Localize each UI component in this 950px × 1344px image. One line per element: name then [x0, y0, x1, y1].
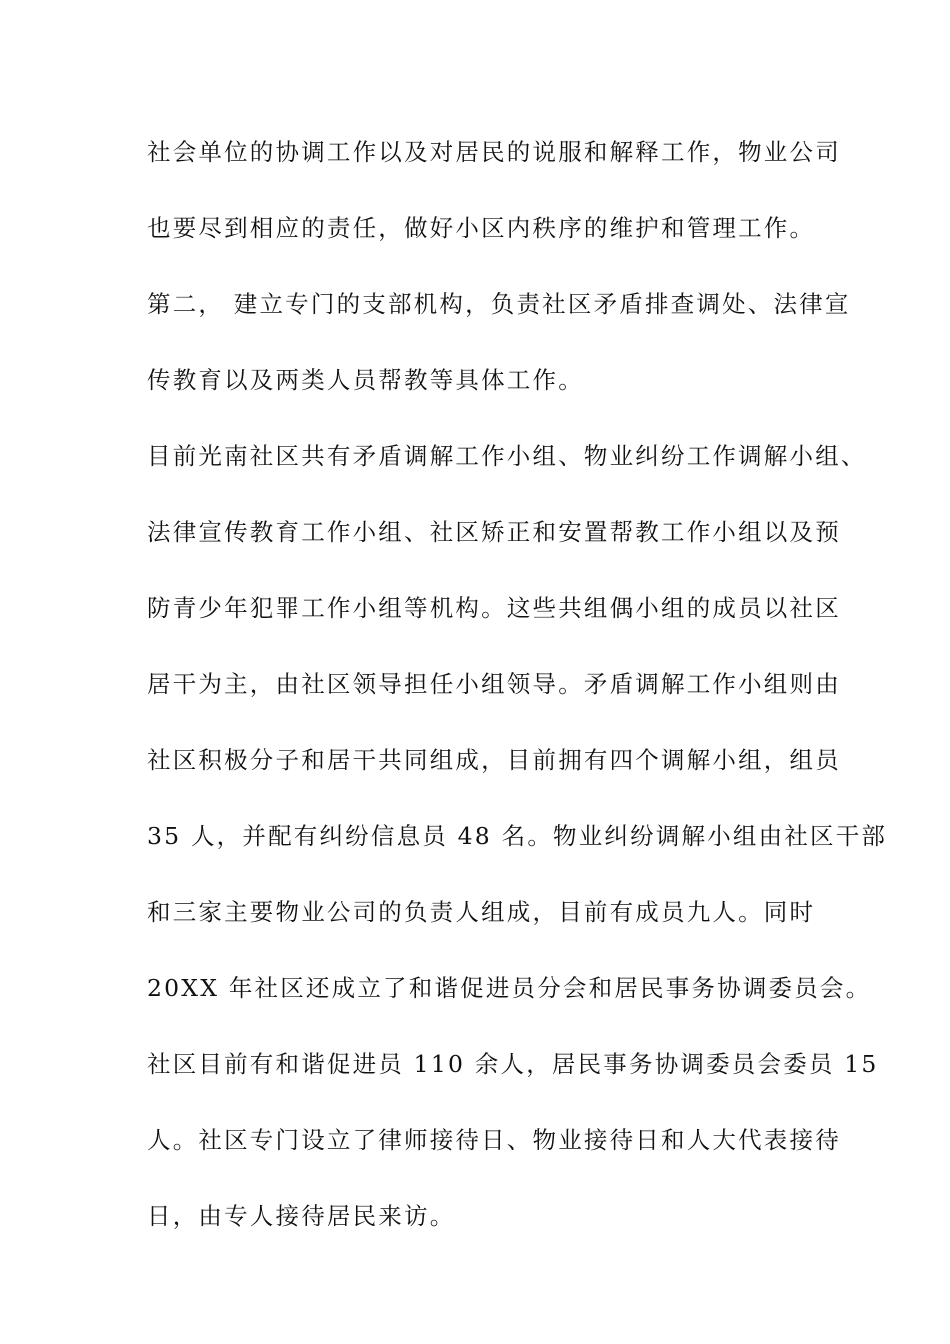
text-line: 35 人，并配有纠纷信息员 48 名。物业纠纷调解小组由社区干部 [147, 822, 888, 850]
text-line: 第二， 建立专门的支部机构，负责社区矛盾排查调处、法律宣 [147, 290, 851, 318]
text-line: 目前光南社区共有矛盾调解工作小组、物业纠纷工作调解小组、 [147, 442, 867, 470]
body-text [147, 129, 888, 1269]
text-line: 也要尽到相应的责任，做好小区内秩序的维护和管理工作。 [147, 214, 816, 242]
text-line: 防青少年犯罪工作小组等机构。这些共组偶小组的成员以社区 [147, 594, 841, 622]
text-line: 和三家主要物业公司的负责人组成，目前有成员九人。同时 [147, 898, 816, 926]
text-line: 20XX 年社区还成立了和谐促进员分会和居民事务协调委员会。 [147, 974, 872, 1002]
text-line: 社区目前有和谐促进员 110 余人，居民事务协调委员会委员 15 [147, 1050, 879, 1078]
text-line: 日，由专人接待居民来访。 [147, 1202, 456, 1230]
text-line: 人。社区专门设立了律师接待日、物业接待日和人大代表接待 [147, 1126, 841, 1154]
text-line: 社会单位的协调工作以及对居民的说服和解释工作，物业公司 [147, 138, 841, 166]
text-line: 传教育以及两类人员帮教等具体工作。 [147, 366, 584, 394]
text-line: 社区积极分子和居干共同组成，目前拥有四个调解小组，组员 [147, 746, 841, 774]
text-line: 法律宣传教育工作小组、社区矫正和安置帮教工作小组以及预 [147, 518, 841, 546]
text-line: 居干为主，由社区领导担任小组领导。矛盾调解工作小组则由 [147, 670, 841, 698]
